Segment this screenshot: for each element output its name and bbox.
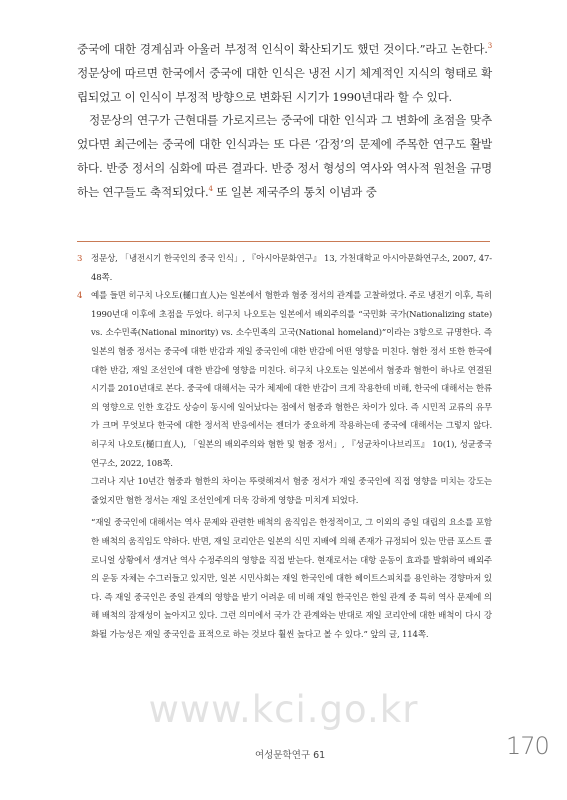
paragraph-1: [77, 38, 492, 109]
paragraph-2-text: 정문상의 연구가 근현대를 가로지르는 중국에 대한 인식과 그 변화에 초점을 맞추었다면 최근에는 중국에 대한 인식과는 또 다른 ‘감정’의 문제에 주목한 연구도 활발하다. 반중 정서의 심화에 따른 결과다. 반중 정서 형성의 역사와 역사적 원천을 규명하는 연구들도 축적되었다.: [77, 113, 492, 199]
footnote-4: [77, 287, 492, 473]
footnote-divider: [77, 241, 490, 242]
footnote-text: 예를 들면 히구치 나오토(樋口直人)는 일본에서 혐한과 혐중 정서의 관계를 고찰하였다. 주로 냉전기 이후, 특히 1990년대 이후에 초점을 두었다. 히구치 나오토는 일본에서 배외주의를 “국민화 국가(Nationalizing state) vs. 소수민족(National minority) vs. 소수민족의 고국(National homeland)”이라는 3항으로 규명한다. 즉 일본의 혐중 정서는 중국에 대한 반감과 재일 중국인에 대한 반감에 어떤 영향을 미친다. 혐한 정서 또한 한국에 대한 반감, 재일 조선인에 대한 반감에 영향을 미친다. 히구치 나오토는 일본에서 혐중과 혐한이 하나로 연결된 시기를 2010년대로 본다. 중국에 대해서는 국가 체제에 대한 반감이 크게 작용한데 비해, 한국에 대해서는 한류의 영향으로 인한 호감도 상승이 동시에 일어났다는 점에서 혐중과 혐한은 차이가 있다. 즉 시민적 교류의 유무가 크며 무엇보다 한국에 대한 정서적 반응에서는 젠더가 중요하게 작용하는데 중국에 대해서는 그렇지 않다. 히구치 나오토(樋口直人), 「일본의 배외주의와 혐한 및 혐중 정서」, 『성균차이나브리프』 10(1), 성균중국연구소, 2022, 108쪽.: [91, 291, 492, 469]
paragraph-2: [77, 109, 492, 204]
paragraph-2-text-cont: 또 일본 제국주의 통치 이념과 중: [212, 184, 377, 199]
main-text: [77, 38, 492, 205]
footnote-number: 4: [77, 291, 83, 302]
footnote-text: 정문상, 「냉전시기 한국인의 중국 인식」, 『아시아문화연구』 13, 가천대학교 아시아문화연구소, 2007, 47-48쪽.: [91, 254, 492, 283]
paragraph-1-text-cont: 정문상에 따르면 한국에서 중국에 대한 인식은 냉전 시기 체계적인 지식의 형태로 확립되었고 이 인식이 부정적 방향으로 변화된 시기가 1990년대라 할 수 있다.: [77, 65, 492, 104]
paragraph-1-text: 중국에 대한 경계심과 아울러 부정적 인식이 확산되기도 했던 것이다.”라고 논한다.: [77, 42, 488, 56]
watermark: www.kci.go.kr: [148, 688, 419, 731]
footnote-4-quotation: “재일 중국인에 대해서는 역사 문제와 관련한 배척의 움직임은 한정적이고, 그 이외의 증일 대립의 요소를 포함한 배척의 움직임도 약하다. 반면, 재일 코리안은 일본의 식민 지배에 의해 존재가 규정되어 있는 만큼 포스트 콜로니얼 상황에서 생겨난 역사 수정주의의 영향을 직접 받는다. 현재로서는 대항 운동이 효과를 발휘하여 배외주의 운동 자체는 수그러들고 있지만, 일본 시민사회는 재일 한국인에 대한 헤이트스피치를 용인하는 경향마저 있다. 즉 재일 중국인은 중일 관계의 영향을 받기 어려운 데 비해 재일 한국인은 한일 관계 중 특히 역사 문제에 의해 배척의 잠재성이 높아지고 있다. 그런 의미에서 국가 간 관계와는 반대로 재일 코리안에 대한 배척이 다시 강화될 가능성은 재일 중국인을 표적으로 하는 것보다 훨씬 높다고 볼 수 있다.” 앞의 글, 114쪽.: [91, 518, 492, 640]
footnote-number: 3: [77, 254, 83, 264]
footnote-ref-3[interactable]: 3: [487, 42, 492, 50]
journal-title: 여성문학연구 61: [255, 750, 326, 761]
footnote-3: [77, 250, 492, 287]
page-number: 170: [506, 732, 549, 760]
footnotes: [77, 250, 492, 644]
footnote-4-continuation: 그러나 지난 10년간 혐중과 혐한의 차이는 뚜렷해져서 혐중 정서가 재일 중국인에 직접 영향을 미치는 강도는 줄었지만 혐한 정서는 재일 조선인에게 더욱 강하게 영향을 미치게 되었다.: [91, 477, 492, 506]
footnote-ref-4[interactable]: 4: [208, 184, 213, 193]
